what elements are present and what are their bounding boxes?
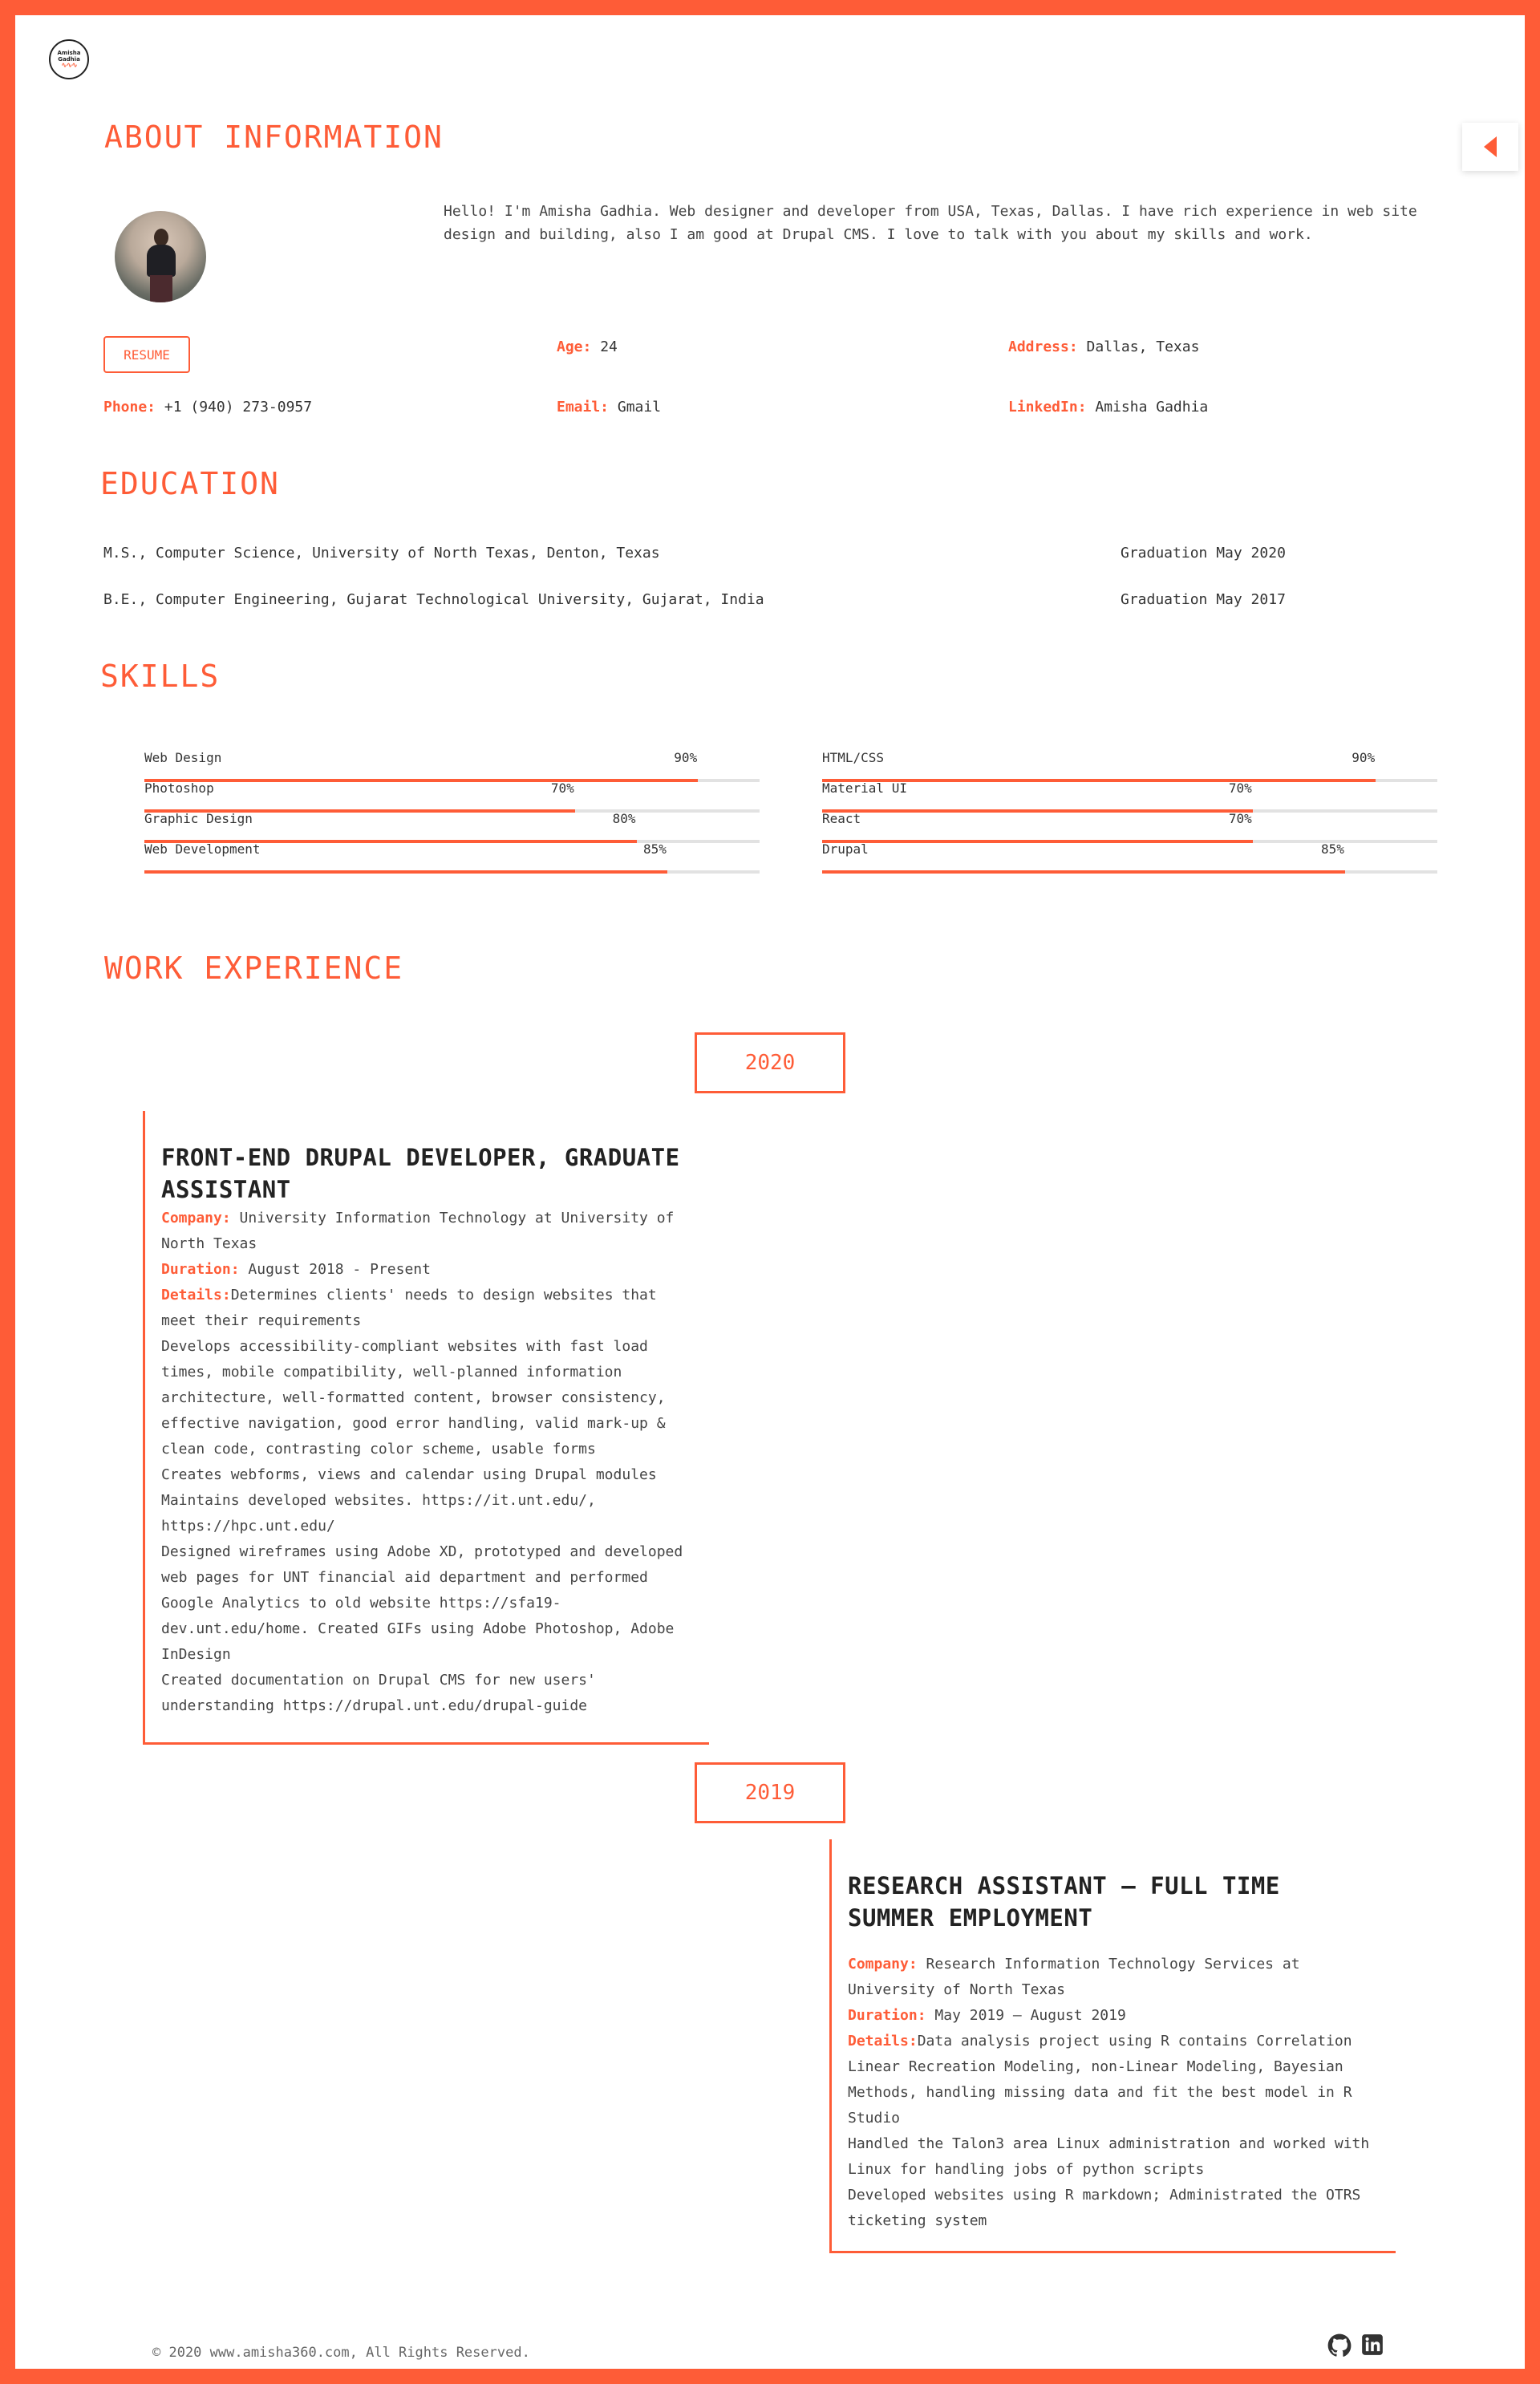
age-info bbox=[557, 339, 618, 355]
details-label: Details: bbox=[161, 1287, 231, 1303]
logo-line-1: Amisha bbox=[57, 50, 81, 56]
skill-name: Material UI bbox=[822, 780, 907, 796]
year-badge: 2019 bbox=[695, 1762, 845, 1823]
year-badge: 2020 bbox=[695, 1032, 845, 1093]
details-first: Determines clients' needs to design websites that meet their requirements bbox=[161, 1287, 657, 1329]
age-label: Age: bbox=[557, 339, 592, 355]
skill-fill bbox=[144, 870, 667, 874]
duration-label: Duration: bbox=[161, 1261, 240, 1278]
job-title: FRONT-END DRUPAL DEVELOPER, GRADUATE ASSISTANT bbox=[161, 1144, 680, 1203]
email-link[interactable]: Gmail bbox=[617, 399, 662, 416]
skill-bar bbox=[822, 811, 1437, 843]
education-date: Graduation May 2017 bbox=[1121, 591, 1286, 608]
address-label: Address: bbox=[1008, 339, 1078, 355]
job-detail-line: Develops accessibility-compliant websites with fast load times, mobile compatibility, well-planned information architecture, well-formatted content, browser consistency, effective navigation, good error handling, valid mark-up & clean code, contrasting color scheme, usable forms bbox=[161, 1338, 666, 1458]
skill-bar bbox=[144, 841, 760, 874]
address-info bbox=[1008, 339, 1199, 355]
phone-label: Phone: bbox=[103, 399, 156, 416]
skill-name: Graphic Design bbox=[144, 811, 253, 826]
skills-left-column bbox=[144, 750, 760, 886]
skill-bar bbox=[144, 811, 760, 843]
logo-line-2: Gadhia bbox=[58, 56, 80, 63]
skills-title: SKILLS bbox=[100, 659, 221, 694]
duration-value: August 2018 - Present bbox=[248, 1261, 431, 1278]
skill-percent: 70% bbox=[1228, 811, 1252, 826]
details-first: Data analysis project using R contains Correlation Linear Recreation Modeling, non-Linear Modeling, Bayesian Methods, handling missing data and fit the best model in R Studio bbox=[848, 2033, 1352, 2127]
skill-track bbox=[822, 870, 1437, 874]
job-card bbox=[829, 1839, 1396, 2253]
job-detail-line: Handled the Talon3 area Linux administration and worked with Linux for handling jobs of python scripts bbox=[848, 2135, 1370, 2178]
duration-label: Duration: bbox=[848, 2007, 926, 2024]
skill-bar bbox=[144, 780, 760, 813]
linkedin-link[interactable]: Amisha Gadhia bbox=[1095, 399, 1209, 416]
skill-percent: 80% bbox=[612, 811, 636, 826]
job-company bbox=[161, 1206, 693, 1257]
about-bio: Hello! I'm Amisha Gadhia. Web designer and developer from USA, Texas, Dallas. I have rich experience in web site design and building, also I am good at Drupal CMS. I love to talk with you about my skills and work. bbox=[444, 203, 1417, 243]
skill-bar bbox=[144, 750, 760, 782]
phone-info bbox=[103, 399, 312, 416]
company-label: Company: bbox=[848, 1956, 918, 1972]
work-title: WORK EXPERIENCE bbox=[104, 951, 404, 986]
job-details bbox=[848, 2029, 1380, 2131]
skill-track bbox=[144, 870, 760, 874]
education-degree: M.S., Computer Science, University of North Texas, Denton, Texas bbox=[103, 545, 660, 562]
skills-right-column bbox=[822, 750, 1437, 886]
site-logo[interactable] bbox=[49, 39, 89, 79]
job-detail-line: Maintains developed websites. https://it.unt.edu/, https://hpc.unt.edu/ bbox=[161, 1492, 596, 1535]
skill-fill bbox=[822, 870, 1345, 874]
phone-value: +1 (940) 273-0957 bbox=[164, 399, 313, 416]
skill-percent: 90% bbox=[1352, 750, 1376, 765]
job-duration bbox=[161, 1257, 693, 1283]
linkedin-label: LinkedIn: bbox=[1008, 399, 1087, 416]
job-details bbox=[161, 1283, 693, 1334]
duration-value: May 2019 — August 2019 bbox=[934, 2007, 1126, 2024]
job-detail-line: Developed websites using R markdown; Administrated the OTRS ticketing system bbox=[848, 2187, 1361, 2229]
details-label: Details: bbox=[848, 2033, 918, 2050]
skill-name: HTML/CSS bbox=[822, 750, 885, 765]
job-detail-line: Designed wireframes using Adobe XD, prototyped and developed web pages for UNT financial aid department and performed Google Analytics to old website https://sfa19-dev.unt.edu/home. Created GIFs using Adobe Photoshop, Adobe InDesign bbox=[161, 1543, 683, 1663]
skill-percent: 70% bbox=[1228, 780, 1252, 796]
github-icon[interactable] bbox=[1327, 2333, 1352, 2358]
address-value: Dallas, Texas bbox=[1086, 339, 1200, 355]
job-detail-line: Creates webforms, views and calendar using Drupal modules bbox=[161, 1466, 657, 1483]
avatar bbox=[115, 211, 206, 302]
education-degree: B.E., Computer Engineering, Gujarat Technological University, Gujarat, India bbox=[103, 591, 764, 608]
skill-name: React bbox=[822, 811, 861, 826]
skill-percent: 90% bbox=[674, 750, 698, 765]
page-sheet bbox=[15, 15, 1525, 2369]
skill-bar bbox=[822, 780, 1437, 813]
email-info bbox=[557, 399, 661, 416]
about-title: ABOUT INFORMATION bbox=[104, 120, 444, 155]
skill-percent: 85% bbox=[1320, 841, 1344, 857]
logo-wave: ∿∿∿ bbox=[61, 62, 77, 70]
job-detail-line: Created documentation on Drupal CMS for new users' understanding https://drupal.unt.edu/drupal-guide bbox=[161, 1672, 596, 1714]
company-value: Research Information Technology Services at University of North Texas bbox=[848, 1956, 1300, 1998]
email-label: Email: bbox=[557, 399, 610, 416]
footer-copyright: © 2020 www.amisha360.com, All Rights Reserved. bbox=[152, 2345, 530, 2361]
caret-left-icon bbox=[1484, 136, 1497, 157]
age-value: 24 bbox=[600, 339, 618, 355]
company-value: University Information Technology at University of North Texas bbox=[161, 1210, 675, 1252]
linkedin-info bbox=[1008, 399, 1208, 416]
menu-toggle-button[interactable] bbox=[1462, 123, 1518, 171]
skill-percent: 70% bbox=[550, 780, 574, 796]
job-company bbox=[848, 1952, 1380, 2003]
job-title: RESEARCH ASSISTANT — FULL TIME SUMMER EMPLOYMENT bbox=[848, 1872, 1280, 1932]
education-date: Graduation May 2020 bbox=[1121, 545, 1286, 562]
education-title: EDUCATION bbox=[100, 466, 280, 501]
linkedin-icon[interactable] bbox=[1361, 2333, 1385, 2358]
company-label: Company: bbox=[161, 1210, 231, 1226]
job-duration bbox=[848, 2003, 1380, 2029]
skill-name: Web Design bbox=[144, 750, 222, 765]
skill-bar bbox=[822, 750, 1437, 782]
skill-name: Photoshop bbox=[144, 780, 214, 796]
resume-button[interactable]: RESUME bbox=[103, 336, 190, 373]
job-card bbox=[143, 1111, 709, 1745]
skill-bar bbox=[822, 841, 1437, 874]
skill-percent: 85% bbox=[642, 841, 667, 857]
skill-name: Web Development bbox=[144, 841, 261, 857]
skill-name: Drupal bbox=[822, 841, 869, 857]
